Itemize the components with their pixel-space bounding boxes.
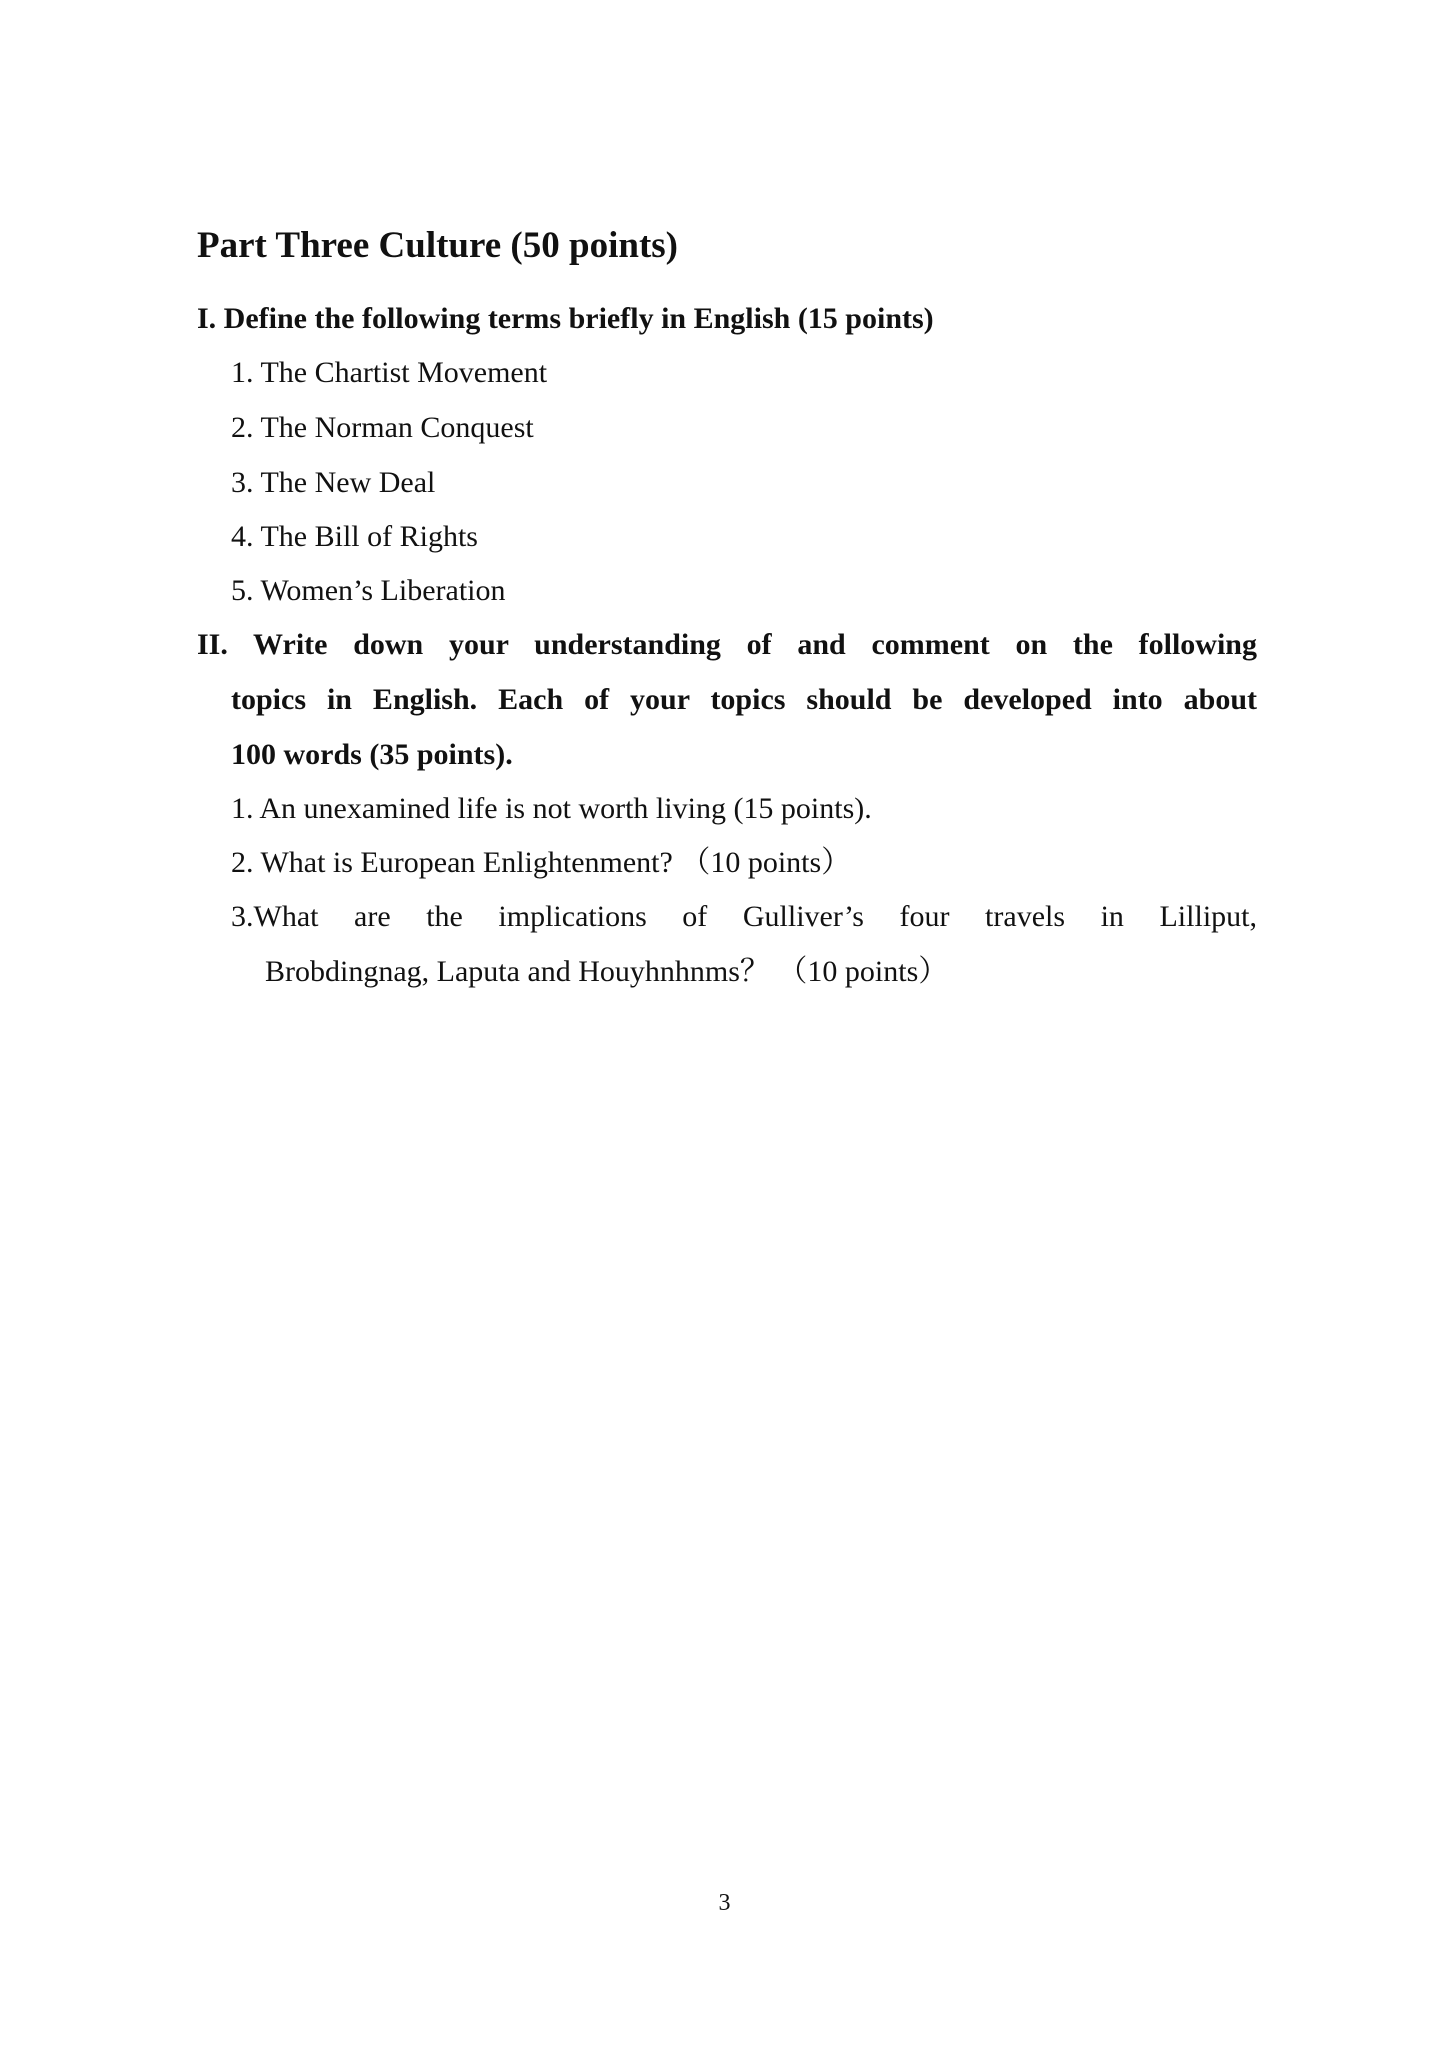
section-2-heading [197, 617, 1257, 782]
term-item: 3. The New Deal [231, 466, 436, 499]
term-item: 5. Women’s Liberation [231, 574, 506, 607]
term-item: 4. The Bill of Rights [231, 520, 478, 553]
section-2-heading-line: 100 words (35 points). [231, 738, 513, 771]
topic-item: 1. An unexamined life is not worth living (15 points). [231, 792, 872, 825]
section-2-heading-line: topics in English. Each of your topics should be developed into about [231, 683, 1257, 716]
term-item: 2. The Norman Conquest [231, 411, 534, 444]
term-item: 1. The Chartist Movement [231, 356, 548, 389]
topic-item-3 [231, 889, 1257, 999]
section-2-heading-line: II. Write down your understanding of and comment on the following [197, 628, 1257, 661]
part-title: Part Three Culture (50 points) [197, 225, 678, 266]
section-1-heading: I. Define the following terms briefly in English (15 points) [197, 302, 934, 335]
topic-item: 2. What is European Enlightenment? （10 points） [231, 846, 852, 879]
topic-item-3-line: Brobdingnag, Laputa and Houyhnhnms？ （10 points） [265, 955, 949, 988]
page-number: 3 [718, 1890, 731, 1916]
topic-item-3-line: 3.What are the implications of Gulliver’s four travels in Lilliput, [231, 900, 1257, 933]
